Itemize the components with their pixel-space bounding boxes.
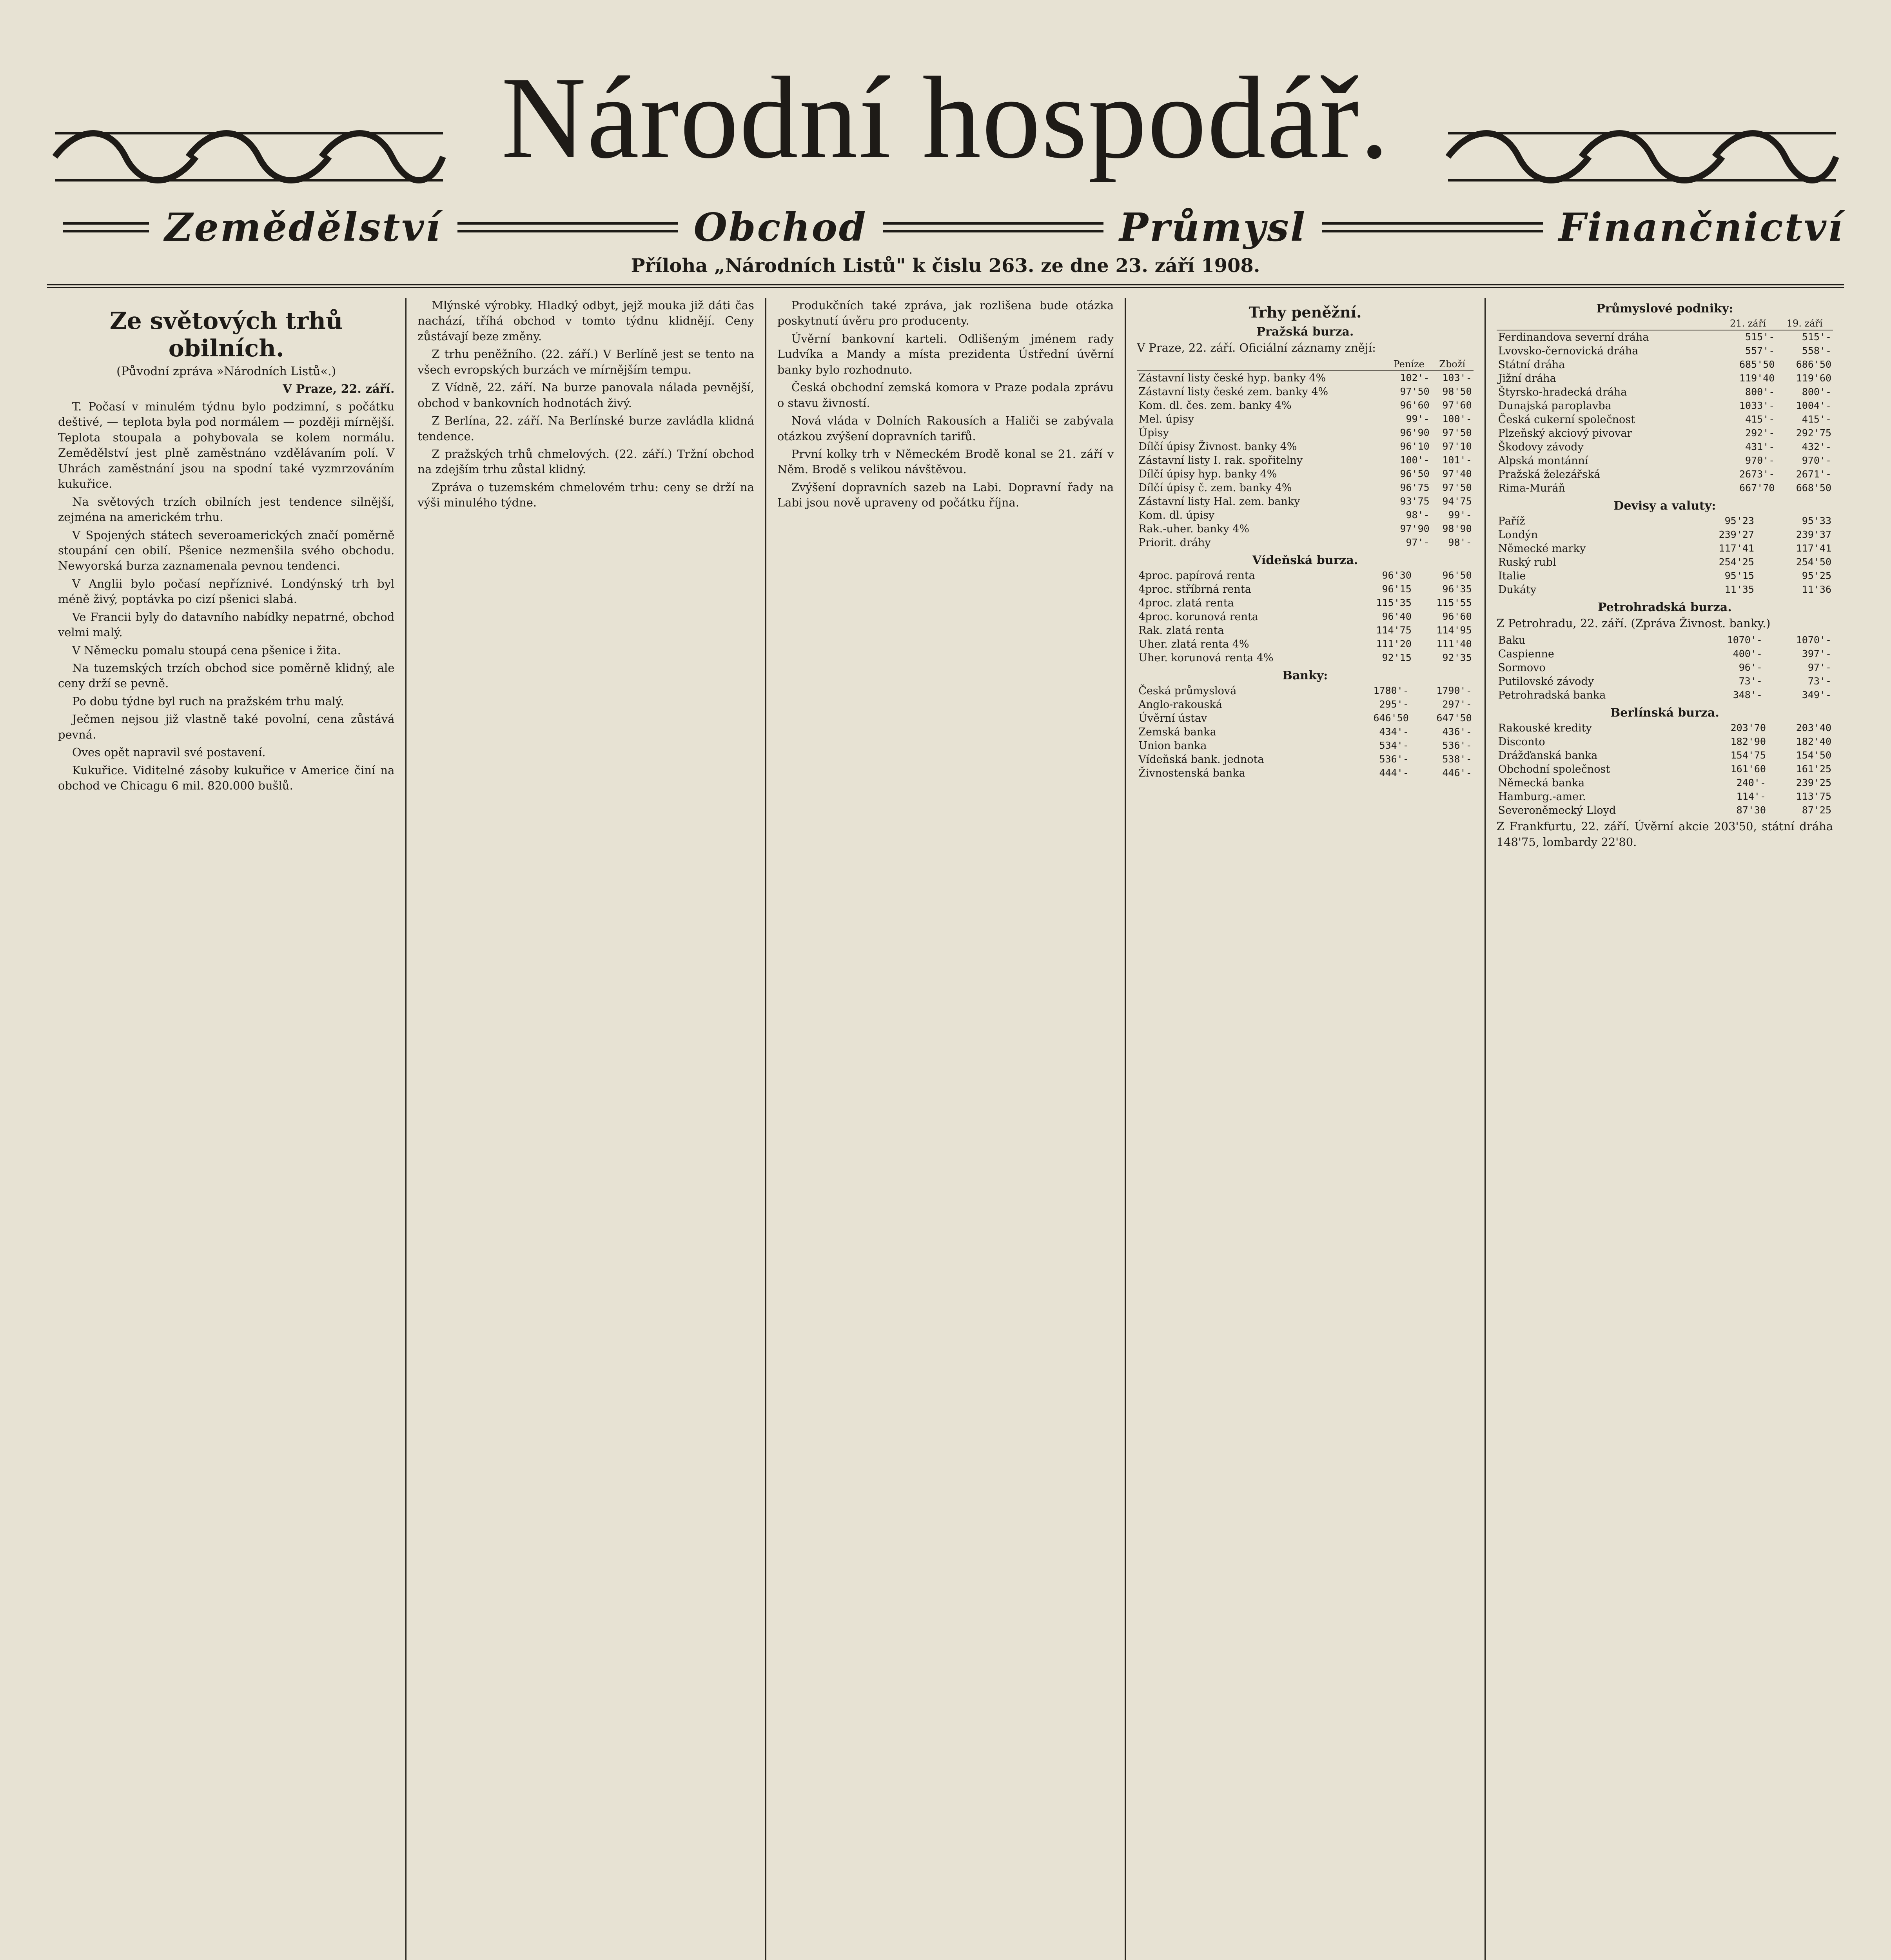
- row-label: Ruský rubl: [1498, 556, 1556, 568]
- table-header: 19. září: [1776, 317, 1833, 330]
- row-value: 161'60: [1730, 763, 1766, 775]
- table-row: [1137, 412, 1473, 426]
- row-value: 800'-: [1802, 386, 1832, 397]
- table-row: [1137, 624, 1473, 637]
- currency-table: [1497, 514, 1833, 597]
- table-row: [1497, 633, 1833, 647]
- berlin-heading: Berlínská burza.: [1610, 706, 1719, 720]
- paragraph: V Německu pomalu stoupá cena pšenice i žita.: [72, 643, 341, 657]
- row-label: Rak.-uher. banky 4%: [1138, 523, 1249, 535]
- row-label: 4proc. stříbrná renta: [1138, 583, 1251, 596]
- table-row: [1497, 569, 1833, 583]
- paragraph: Zpráva o tuzemském chmelovém trhu: ceny se drží na výši minulého týdne.: [417, 480, 754, 510]
- table-row: [1137, 440, 1473, 454]
- table-row: [1497, 735, 1833, 749]
- row-value: 93'75: [1400, 495, 1430, 507]
- row-label: Německé marky: [1498, 543, 1586, 555]
- prague-bourse-intro: V Praze, 22. září. Oficiální záznamy znějí:: [1137, 341, 1376, 354]
- paragraph: Ječmen nejsou již vlastně také povolní, cena zůstává pevná.: [58, 712, 395, 741]
- table-row: [1497, 454, 1833, 468]
- table-row: [1137, 536, 1473, 550]
- row-label: Petrohradská banka: [1498, 689, 1606, 702]
- paragraph: Oves opět napravil své postavení.: [72, 746, 266, 759]
- row-label: Uher. korunová renta 4%: [1138, 652, 1274, 664]
- row-value: 115'55: [1436, 597, 1472, 609]
- article-origin: (Původní zpráva »Národních Listů«.): [116, 365, 336, 378]
- banks-table: [1137, 684, 1473, 780]
- row-value: 11'36: [1802, 584, 1832, 595]
- row-value: 99'-: [1448, 509, 1472, 521]
- row-value: 115'35: [1376, 597, 1412, 609]
- row-value: 297'-: [1442, 699, 1472, 710]
- row-value: 100'-: [1400, 454, 1430, 466]
- row-label: Obchodní společnost: [1498, 763, 1610, 776]
- row-label: Rakouské kredity: [1498, 722, 1592, 735]
- paragraph: Kukuřice. Viditelné zásoby kukuřice v Americe činí na obchod ve Chicagu 6 mil. 820.000 bušlů.: [58, 763, 395, 793]
- row-label: Alpská montánní: [1498, 455, 1588, 467]
- row-value: 94'75: [1442, 495, 1472, 507]
- table-row: [1497, 528, 1833, 542]
- money-markets-heading: Trhy peněžní.: [1249, 303, 1362, 321]
- table-row: [1137, 426, 1473, 440]
- row-value: 103'-: [1442, 372, 1472, 384]
- supplement-line: Příloha „Národních Listů" k čislu 263. ze dne 23. září 1908.: [631, 255, 1260, 277]
- table-row: [1497, 749, 1833, 762]
- table-row: [1497, 583, 1833, 597]
- row-label: 4proc. zlatá renta: [1138, 597, 1234, 610]
- row-value: 1033'-: [1739, 400, 1775, 411]
- row-value: 92'15: [1382, 652, 1412, 664]
- table-header: Peníze: [1387, 358, 1431, 371]
- paragraph: Česká obchodní zemská komora v Praze podala zprávu o stavu živností.: [777, 381, 1114, 410]
- divider: [883, 222, 1103, 232]
- row-label: Zástavní listy české zem. banky 4%: [1138, 386, 1328, 398]
- row-value: 117'41: [1719, 543, 1754, 554]
- section-finance: Finančnictví: [1558, 205, 1844, 250]
- row-value: 348'-: [1733, 689, 1762, 701]
- row-value: 686'50: [1796, 359, 1832, 370]
- table-row: [1137, 495, 1473, 508]
- row-label: Zemská banka: [1138, 726, 1216, 739]
- table-row: [1497, 413, 1833, 426]
- row-label: Dílčí úpisy hyp. banky 4%: [1138, 468, 1277, 481]
- row-value: 239'27: [1719, 529, 1754, 540]
- row-label: Dílčí úpisy č. zem. banky 4%: [1138, 482, 1292, 494]
- row-value: 240'-: [1736, 777, 1766, 789]
- row-value: 203'70: [1730, 722, 1766, 734]
- section-bar: [47, 204, 1844, 251]
- section-agriculture: Zemědělství: [165, 205, 442, 250]
- row-value: 431'-: [1745, 441, 1775, 452]
- table-row: [1137, 637, 1473, 651]
- row-label: Severoněmecký Lloyd: [1498, 804, 1616, 817]
- row-value: 100'-: [1442, 413, 1472, 425]
- column-1: [47, 298, 407, 1960]
- row-value: 970'-: [1802, 455, 1832, 466]
- article-columns: [47, 298, 1844, 1960]
- masthead-title: Národní hospodář.: [501, 53, 1390, 183]
- row-value: 1070'-: [1796, 634, 1832, 646]
- vienna-bourse-heading: Vídeňská burza.: [1252, 554, 1358, 568]
- row-value: 96'15: [1382, 583, 1412, 595]
- row-label: Úvěrní ústav: [1138, 712, 1207, 725]
- table-header: [1497, 317, 1720, 330]
- row-value: 119'60: [1796, 372, 1832, 384]
- row-value: 1070'-: [1727, 634, 1762, 646]
- row-value: 154'75: [1730, 750, 1766, 761]
- row-value: 254'50: [1796, 556, 1832, 568]
- row-value: 117'41: [1796, 543, 1832, 554]
- row-value: 295'-: [1379, 699, 1409, 710]
- divider: [457, 222, 678, 232]
- row-value: 292'-: [1745, 427, 1775, 439]
- row-value: 96'60: [1400, 399, 1430, 411]
- row-label: Úpisy: [1138, 427, 1169, 439]
- row-value: 96'35: [1442, 583, 1472, 595]
- table-header: Zboží: [1431, 358, 1474, 371]
- table-row: [1137, 569, 1473, 583]
- row-value: 182'90: [1730, 736, 1766, 748]
- row-value: 87'25: [1802, 804, 1832, 816]
- petrograd-heading: Petrohradská burza.: [1598, 601, 1732, 614]
- article-heading: Ze světových trhů obilních.: [109, 307, 343, 362]
- row-value: 98'50: [1442, 386, 1472, 397]
- row-value: 203'40: [1796, 722, 1832, 734]
- paragraph: Produkčních také zpráva, jak rozlišena bude otázka poskytnutí úvěru pro producenty.: [777, 299, 1114, 328]
- prague-bond-table: [1137, 358, 1473, 550]
- table-row: [1497, 385, 1833, 399]
- row-value: 97'50: [1400, 386, 1430, 397]
- paragraph: Na světových trzích obilních jest tendence silnější, zejména na americkém trhu.: [58, 495, 395, 524]
- table-row: [1137, 508, 1473, 522]
- row-label: Putilovské závody: [1498, 675, 1594, 688]
- table-row: [1497, 468, 1833, 481]
- table-row: [1137, 725, 1473, 739]
- row-value: 2671'-: [1796, 468, 1832, 480]
- row-value: 98'90: [1442, 523, 1472, 535]
- divider: [1322, 222, 1543, 232]
- row-value: 96'30: [1382, 570, 1412, 581]
- row-label: Priorit. dráhy: [1138, 537, 1211, 549]
- row-value: 111'20: [1376, 638, 1412, 650]
- row-value: 101'-: [1442, 454, 1472, 466]
- row-label: Německá banka: [1498, 777, 1585, 789]
- row-label: Živnostenská banka: [1138, 767, 1245, 780]
- row-label: Zástavní listy Hal. zem. banky: [1138, 495, 1300, 508]
- table-row: [1497, 481, 1833, 495]
- row-value: 400'-: [1733, 648, 1762, 660]
- paragraph: Ve Francii byly do datavního nabídky nepatrné, obchod velmi malý.: [58, 610, 395, 639]
- row-value: 97'10: [1442, 441, 1472, 452]
- row-label: Zástavní listy české hyp. banky 4%: [1138, 372, 1326, 385]
- industry-table: [1497, 317, 1833, 495]
- table-row: [1497, 358, 1833, 372]
- row-value: 97'90: [1400, 523, 1430, 535]
- row-label: Státní dráha: [1498, 359, 1565, 371]
- paragraph: Z trhu peněžního. (22. září.) V Berlíně jest se tento na všech evropských burzách ve mírnějším tempu.: [417, 347, 754, 376]
- paragraph: Z pražských trhů chmelových. (22. září.) Tržní obchod na zdejším trhu zůstal klidný.: [417, 447, 754, 476]
- table-row: [1497, 555, 1833, 569]
- row-value: 95'23: [1724, 515, 1754, 526]
- row-label: Paříž: [1498, 515, 1525, 527]
- row-value: 96'10: [1400, 441, 1430, 452]
- row-value: 95'25: [1802, 570, 1832, 581]
- row-value: 154'50: [1796, 750, 1832, 761]
- table-row: [1497, 688, 1833, 702]
- row-label: Jižní dráha: [1498, 372, 1556, 385]
- row-label: Uher. zlatá renta 4%: [1138, 638, 1249, 651]
- table-row: [1137, 454, 1473, 467]
- row-value: 96'50: [1442, 570, 1472, 581]
- row-value: 444'-: [1379, 767, 1409, 779]
- table-row: [1137, 371, 1473, 385]
- currency-heading: Devisy a valuty:: [1613, 499, 1716, 513]
- industry-heading: Průmyslové podniky:: [1596, 302, 1733, 316]
- row-label: Rak. zlatá renta: [1138, 624, 1224, 637]
- row-value: 668'50: [1796, 482, 1832, 494]
- row-label: Mel. úpisy: [1138, 413, 1194, 426]
- row-value: 96'-: [1739, 662, 1762, 673]
- table-row: [1137, 467, 1473, 481]
- row-value: 98'-: [1406, 509, 1430, 521]
- row-value: 92'35: [1442, 652, 1472, 664]
- table-row: [1497, 399, 1833, 413]
- masthead-rule: [47, 284, 1844, 288]
- paragraph: Úvěrní bankovní karteli. Odlišeným jménem rady Ludvíka a Mandy a místa prezidenta Ústřední úvěrní banky bylo rozhodnuto.: [777, 332, 1114, 376]
- paragraph: Na tuzemských trzích obchod sice poměrně klidný, ale ceny drží se pevně.: [58, 661, 395, 690]
- row-label: Italie: [1498, 570, 1526, 582]
- row-label: Dunajská paroplavba: [1498, 400, 1612, 412]
- row-value: 95'15: [1724, 570, 1754, 581]
- row-value: 534'-: [1379, 740, 1409, 751]
- column-3: [766, 298, 1126, 1960]
- paragraph: Zvýšení dopravních sazeb na Labi. Dopravní řady na Labi jsou nově upraveny od počátku října.: [777, 480, 1114, 510]
- row-label: Kom. dl. čes. zem. banky 4%: [1138, 399, 1292, 412]
- row-label: Hamburg.-amer.: [1498, 791, 1586, 803]
- row-value: 95'33: [1802, 515, 1832, 526]
- table-row: [1137, 481, 1473, 495]
- paragraph: V Spojených státech severoamerických značí poměrně stoupání cen obilí. Pšenice nezmenšila svého obchodu. Newyorská burza zaznamenala pevnou tendenci.: [58, 528, 395, 573]
- row-label: Česká průmyslová: [1138, 685, 1237, 697]
- row-value: 515'-: [1802, 331, 1832, 343]
- column-2: [407, 298, 766, 1960]
- row-value: 446'-: [1442, 767, 1472, 779]
- row-label: Londýn: [1498, 529, 1538, 541]
- row-label: Union banka: [1138, 740, 1207, 752]
- row-label: Česká cukerní společnost: [1498, 414, 1635, 426]
- row-label: 4proc. korunová renta: [1138, 611, 1258, 623]
- prague-bourse-heading: Pražská burza.: [1256, 325, 1354, 339]
- table-row: [1497, 514, 1833, 528]
- row-value: 397'-: [1802, 648, 1832, 660]
- row-value: 292'75: [1796, 427, 1832, 439]
- row-value: 97'50: [1442, 482, 1472, 494]
- table-header: [1137, 358, 1386, 371]
- row-value: 11'35: [1724, 584, 1754, 595]
- table-row: [1137, 698, 1473, 711]
- row-value: 87'30: [1736, 804, 1766, 816]
- banks-heading: Banky:: [1282, 669, 1328, 683]
- row-value: 2673'-: [1739, 468, 1775, 480]
- row-value: 646'50: [1373, 712, 1409, 724]
- row-value: 415'-: [1745, 414, 1775, 425]
- table-row: [1137, 522, 1473, 536]
- row-value: 685'50: [1739, 359, 1775, 370]
- row-value: 98'-: [1448, 537, 1472, 548]
- row-value: 432'-: [1802, 441, 1832, 452]
- row-label: Sormovo: [1498, 662, 1546, 674]
- column-4: [1126, 298, 1485, 1960]
- row-value: 97'40: [1442, 468, 1472, 480]
- row-label: Plzeňský akciový pivovar: [1498, 427, 1632, 439]
- row-value: 239'37: [1796, 529, 1832, 540]
- row-value: 73'-: [1808, 675, 1832, 687]
- table-row: [1137, 385, 1473, 399]
- paragraph: Z Vídně, 22. září. Na burze panovala nálada pevnější, obchod v bankovních hodnotách živý.: [417, 381, 754, 410]
- row-value: 1790'-: [1436, 685, 1472, 697]
- row-value: 114'95: [1436, 624, 1472, 636]
- section-industry: Průmysl: [1119, 205, 1307, 250]
- row-value: 536'-: [1379, 753, 1409, 765]
- table-row: [1137, 583, 1473, 596]
- row-value: 102'-: [1400, 372, 1430, 384]
- row-value: 96'60: [1442, 611, 1472, 622]
- table-row: [1497, 721, 1833, 735]
- row-value: 113'75: [1796, 791, 1832, 802]
- row-value: 1004'-: [1796, 400, 1832, 411]
- row-label: Dílčí úpisy Živnost. banky 4%: [1138, 441, 1297, 453]
- table-row: [1497, 330, 1833, 344]
- row-label: Štyrsko-hradecká dráha: [1498, 386, 1627, 398]
- section-trade: Obchod: [693, 205, 867, 250]
- paragraph: První kolky trh v Německém Brodě konal se 21. září v Něm. Brodě s velikou návštěvou.: [777, 447, 1114, 476]
- row-value: 119'40: [1739, 372, 1775, 384]
- row-value: 254'25: [1719, 556, 1754, 568]
- row-label: Škodovy závody: [1498, 441, 1584, 453]
- row-value: 96'90: [1400, 427, 1430, 439]
- row-value: 73'-: [1739, 675, 1762, 687]
- row-value: 1780'-: [1373, 685, 1409, 697]
- table-row: [1497, 372, 1833, 385]
- table-row: [1137, 766, 1473, 780]
- row-value: 415'-: [1802, 414, 1832, 425]
- table-row: [1497, 804, 1833, 817]
- row-value: 111'40: [1436, 638, 1472, 650]
- divider: [63, 222, 149, 232]
- table-row: [1137, 596, 1473, 610]
- row-value: 667'70: [1739, 482, 1775, 494]
- row-value: 182'40: [1796, 736, 1832, 748]
- row-value: 436'-: [1442, 726, 1472, 738]
- vienna-table: [1137, 569, 1473, 665]
- petrograd-table: [1497, 633, 1833, 702]
- row-value: 114'-: [1736, 791, 1766, 802]
- row-label: Baku: [1498, 634, 1526, 647]
- table-row: [1497, 675, 1833, 688]
- petrograd-note: Z Petrohradu, 22. září. (Zpráva Živnost. banky.): [1496, 617, 1771, 630]
- row-label: Kom. dl. úpisy: [1138, 509, 1215, 522]
- row-value: 239'25: [1796, 777, 1832, 789]
- paragraph: T. Počasí v minulém týdnu bylo podzimní, s počátku deštivé, — teplota byla pod normálem — později mírnější. Teplota stoupala a pohybovala se kolem normálu. Zemědělství jest plně zaměstnáno vzdělávaním polí. V Uhrách zaměstnání jsou na spodní také vyzmrzováním kukuřice.: [58, 400, 395, 491]
- paragraph: Mlýnské výrobky. Hladký odbyt, jejž mouka již dáti čas nachází, tříhá obchod v tomto týdnu klidnějí. Ceny zůstávají beze změny.: [417, 299, 754, 343]
- paragraph: Z Berlína, 22. září. Na Berlínské burze zavládla klidná tendence.: [417, 414, 754, 443]
- row-label: Caspienne: [1498, 648, 1554, 661]
- row-value: 97'50: [1442, 427, 1472, 439]
- table-row: [1137, 739, 1473, 753]
- row-label: Lvovsko-černovická dráha: [1498, 345, 1639, 357]
- row-value: 647'50: [1436, 712, 1472, 724]
- row-label: Ferdinandova severní dráha: [1498, 331, 1649, 343]
- row-label: Zástavní listy I. rak. spořitelny: [1138, 454, 1303, 467]
- row-value: 161'25: [1796, 763, 1832, 775]
- row-value: 96'50: [1400, 468, 1430, 480]
- frankfurt-note: Z Frankfurtu, 22. září. Úvěrní akcie 203'50, státní dráha 148'75, lombardy 22'80.: [1496, 820, 1833, 849]
- row-value: 97'-: [1808, 662, 1832, 673]
- row-value: 97'-: [1406, 537, 1430, 548]
- table-header: 21. září: [1720, 317, 1777, 330]
- table-row: [1497, 426, 1833, 440]
- table-row: [1497, 440, 1833, 454]
- row-value: 536'-: [1442, 740, 1472, 751]
- row-value: 96'75: [1400, 482, 1430, 494]
- row-label: Rima-Muráň: [1498, 482, 1565, 494]
- column-5: [1486, 298, 1844, 1960]
- row-label: Pražská železářská: [1498, 468, 1601, 481]
- paragraph: Nová vláda v Dolních Rakousích a Haliči se zabývala otázkou zvýšení dopravních tarifů.: [777, 414, 1114, 443]
- row-value: 800'-: [1745, 386, 1775, 397]
- row-label: Drážďanská banka: [1498, 750, 1598, 762]
- table-row: [1137, 711, 1473, 725]
- row-value: 96'40: [1382, 611, 1412, 622]
- table-row: [1497, 790, 1833, 804]
- row-label: Anglo-rakouská: [1138, 699, 1222, 711]
- row-value: 558'-: [1802, 345, 1832, 356]
- table-row: [1497, 762, 1833, 776]
- table-row: [1497, 661, 1833, 675]
- paragraph: V Anglii bylo počasí nepříznivé. Londýnský trh byl méně živý, poptávka po cizí pšenici slabá.: [58, 577, 395, 606]
- table-row: [1137, 684, 1473, 698]
- row-value: 97'60: [1442, 399, 1472, 411]
- row-value: 434'-: [1379, 726, 1409, 738]
- row-label: Disconto: [1498, 736, 1545, 748]
- table-row: [1137, 399, 1473, 412]
- row-value: 970'-: [1745, 455, 1775, 466]
- table-row: [1497, 647, 1833, 661]
- table-row: [1497, 542, 1833, 555]
- berlin-table: [1497, 721, 1833, 817]
- table-row: [1137, 651, 1473, 665]
- row-value: 99'-: [1406, 413, 1430, 425]
- table-row: [1497, 344, 1833, 358]
- row-value: 557'-: [1745, 345, 1775, 356]
- row-label: 4proc. papírová renta: [1138, 570, 1255, 582]
- row-value: 538'-: [1442, 753, 1472, 765]
- row-value: 349'-: [1802, 689, 1832, 701]
- table-row: [1497, 776, 1833, 790]
- article-dateline: V Praze, 22. září.: [283, 382, 395, 396]
- row-value: 114'75: [1376, 624, 1412, 636]
- row-value: 515'-: [1745, 331, 1775, 343]
- table-row: [1137, 610, 1473, 624]
- table-row: [1137, 753, 1473, 766]
- paragraph: Po dobu týdne byl ruch na pražském trhu malý.: [72, 694, 344, 708]
- row-label: Dukáty: [1498, 584, 1537, 596]
- row-label: Vídeňská bank. jednota: [1138, 753, 1264, 766]
